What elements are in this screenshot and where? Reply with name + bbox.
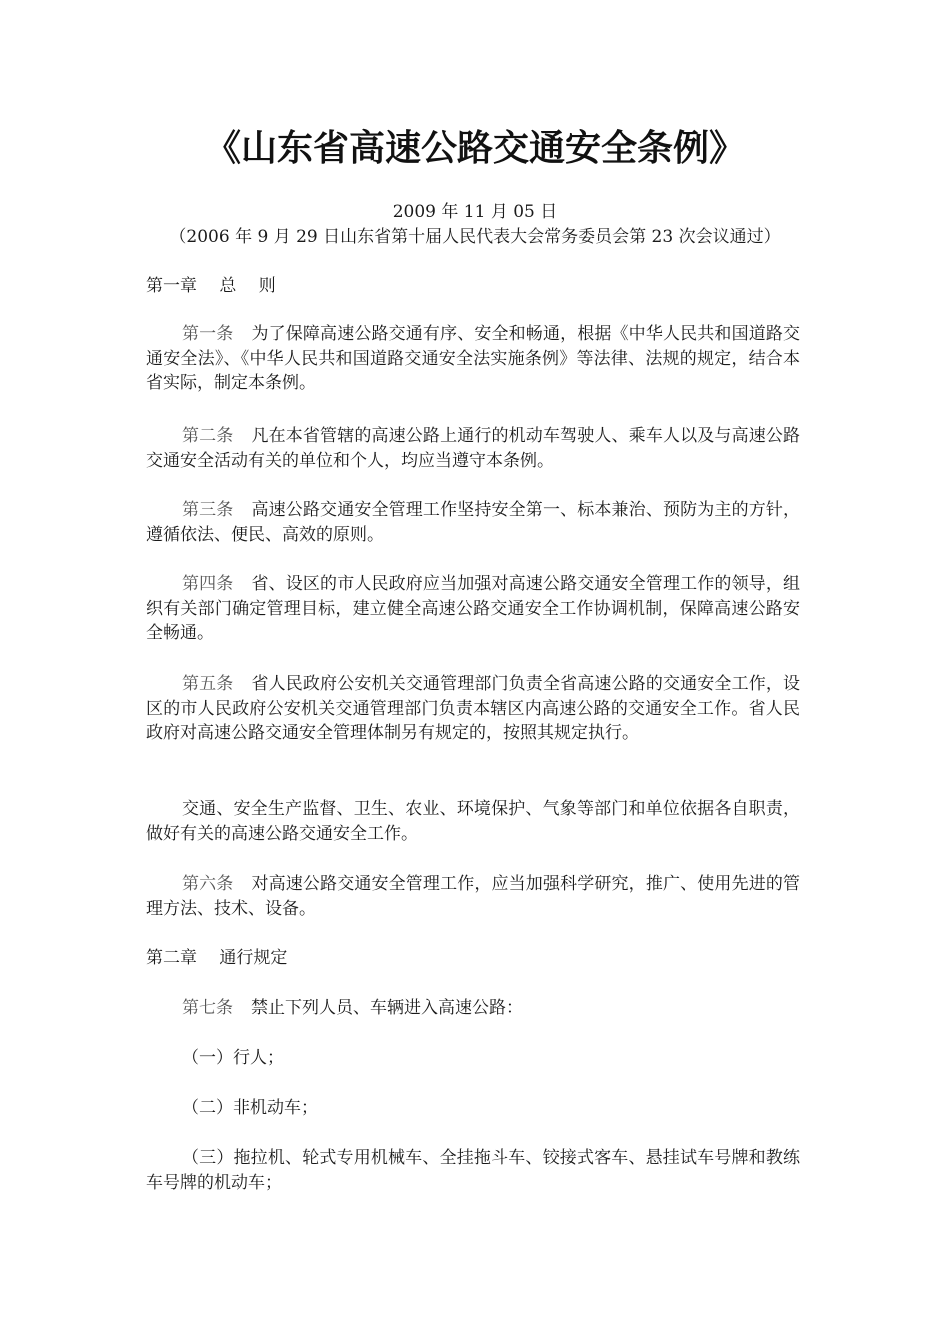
document-title: 《山东省高速公路交通安全条例》 xyxy=(204,127,745,169)
article-text: 对高速公路交通安全管理工作，应当加强科学研究，推广、使用先进的管理方法、技术、设备。 xyxy=(146,874,801,919)
list-item-1: （一）行人； xyxy=(182,1048,284,1068)
article-text: 禁止下列人员、车辆进入高速公路： xyxy=(251,998,523,1018)
article-6 xyxy=(146,872,800,921)
article-label: 第七条 xyxy=(182,998,233,1018)
article-label: 第五条 xyxy=(182,674,234,694)
article-text: 省、设区的市人民政府应当加强对高速公路交通安全管理工作的领导，组织有关部门确定管理目标，建立健全高速公路交通安全工作协调机制，保障高速公路安全畅通。 xyxy=(146,574,801,643)
article-1 xyxy=(146,322,800,396)
article-7 xyxy=(146,996,800,1021)
article-label: 第一条 xyxy=(182,324,234,344)
chapter-heading-1: 第一章 总 则 xyxy=(146,276,276,296)
article-label: 第四条 xyxy=(182,574,234,594)
article-2 xyxy=(146,424,800,473)
article-text: 省人民政府公安机关交通管理部门负责全省高速公路的交通安全工作，设区的市人民政府公安机关交通管理部门负责本辖区内高速公路的交通安全工作。省人民政府对高速公路交通安全管理体制另有规定的，按照其规定执行。 xyxy=(146,674,801,743)
article-text: 高速公路交通安全管理工作坚持安全第一、标本兼治、预防为主的方针，遵循依法、便民、高效的原则。 xyxy=(146,500,801,545)
article-label: 第三条 xyxy=(182,500,234,520)
document-date: 2009 年 11 月 05 日 xyxy=(392,202,558,222)
article-text: 为了保障高速公路交通有序、安全和畅通，根据《中华人民共和国道路交通安全法》、《中华人民共和国道路交通安全法实施条例》等法律、法规的规定，结合本省实际，制定本条例。 xyxy=(146,324,801,393)
adoption-note: （2006 年 9 月 29 日山东省第十届人民代表大会常务委员会第 23 次会议通过） xyxy=(169,227,781,247)
article-3 xyxy=(146,498,800,547)
list-item-2: （二）非机动车； xyxy=(182,1098,318,1118)
article-text: 凡在本省管辖的高速公路上通行的机动车驾驶人、乘车人以及与高速公路交通安全活动有关的单位和个人，均应当遵守本条例。 xyxy=(146,426,801,471)
article-4 xyxy=(146,572,800,646)
article-5 xyxy=(146,672,800,746)
article-label: 第六条 xyxy=(182,874,234,894)
article-5-paragraph-2: 交通、安全生产监督、卫生、农业、环境保护、气象等部门和单位依据各自职责，做好有关的高速公路交通安全工作。 xyxy=(146,799,800,844)
list-item-3: （三）拖拉机、轮式专用机械车、全挂拖斗车、铰接式客车、悬挂试车号牌和教练车号牌的机动车； xyxy=(146,1148,800,1193)
article-label: 第二条 xyxy=(182,426,234,446)
chapter-heading-2: 第二章 通行规定 xyxy=(146,948,288,968)
